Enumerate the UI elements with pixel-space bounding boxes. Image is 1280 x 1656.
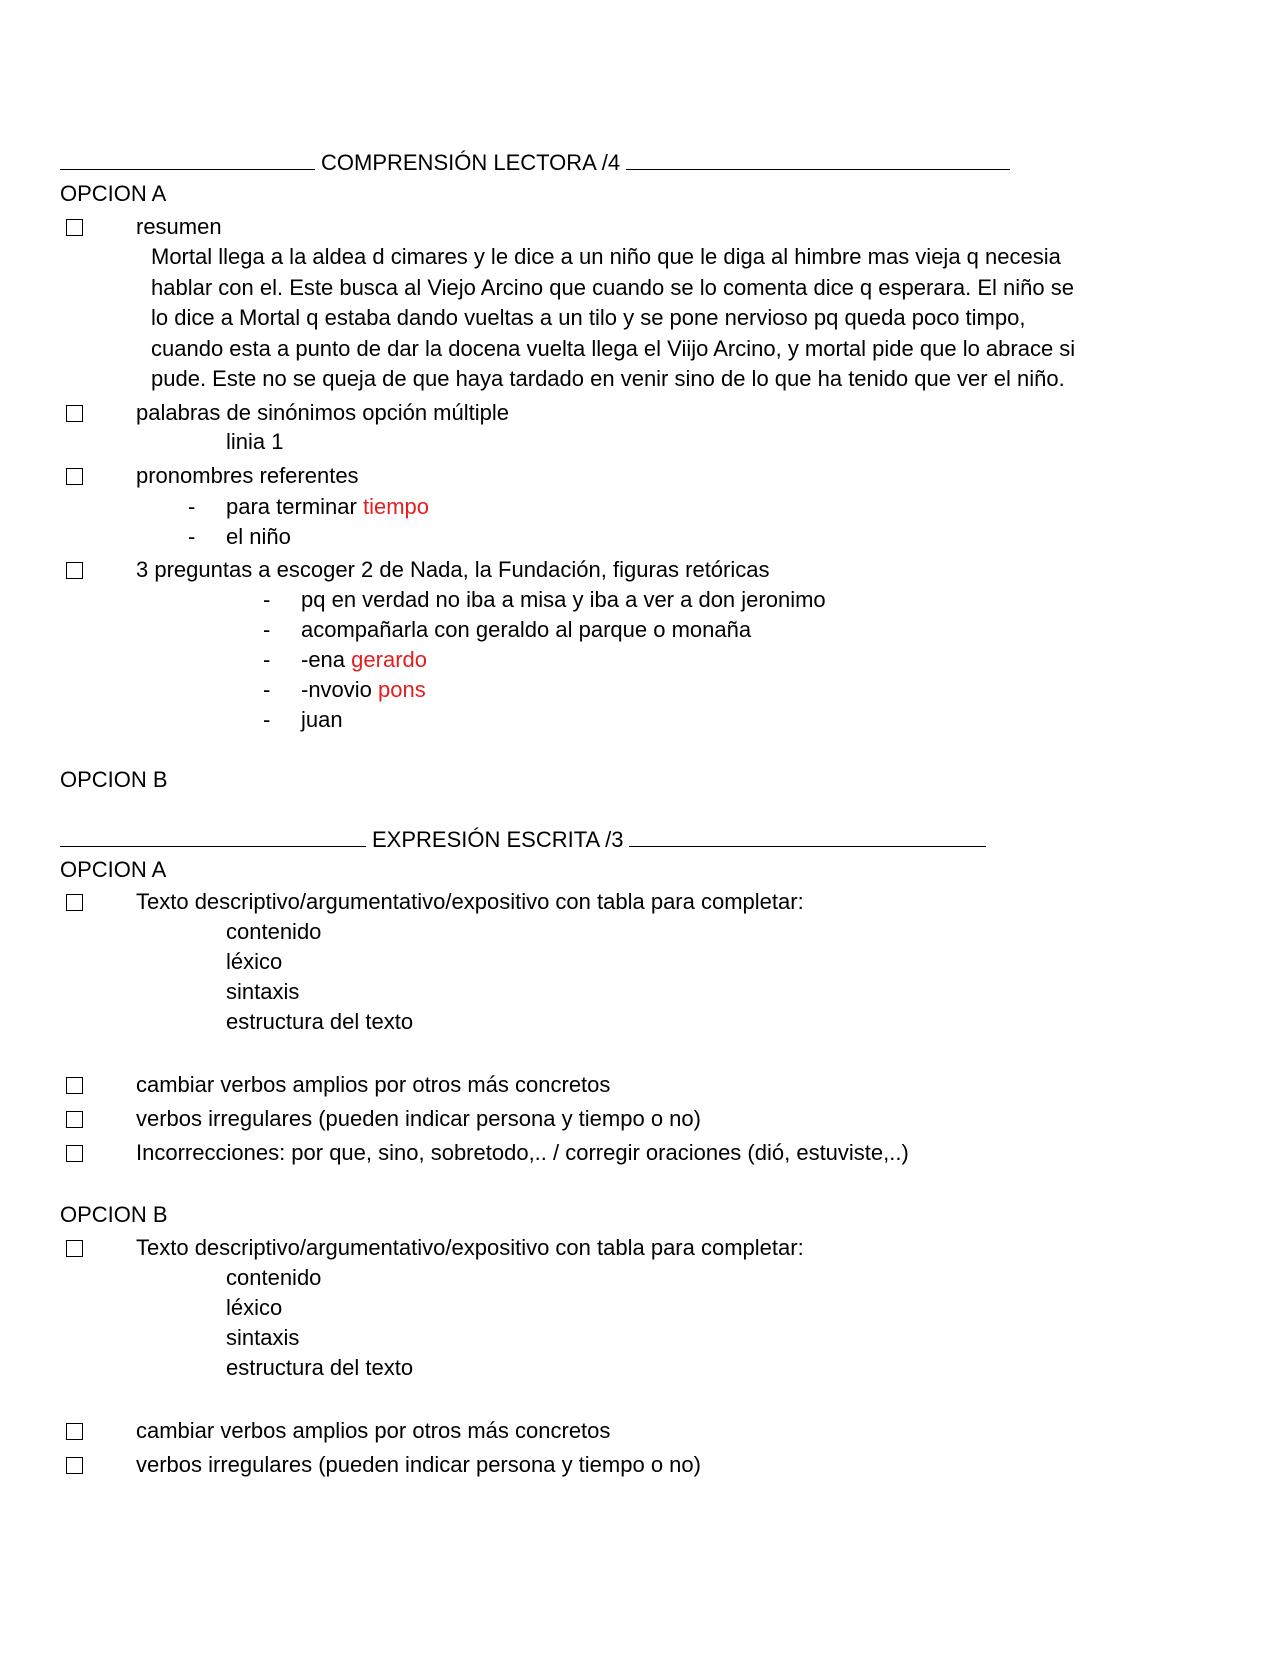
list-item-text: acompañarla con geraldo al parque o monaña [301, 617, 752, 642]
item-label: Incorrecciones: por que, sino, sobretodo,.. / corregir oraciones (dió, estuviste,..) [136, 1140, 909, 1165]
list-dash: - [263, 647, 271, 672]
heading-rule-left [60, 150, 315, 170]
item-label: 3 preguntas a escoger 2 de Nada, la Fundación, figuras retóricas [136, 557, 770, 582]
option-label: OPCION A [60, 857, 167, 882]
checkbox-verbos-amplios[interactable] [66, 1423, 83, 1440]
list-item [301, 647, 427, 673]
list-item [301, 707, 343, 733]
criterion: sintaxis [226, 979, 300, 1004]
item-label: resumen [136, 214, 222, 239]
criterion: contenido [226, 1265, 322, 1290]
heading-rule-right [629, 827, 986, 847]
list-dash: - [263, 587, 271, 612]
checkbox-sinonimos[interactable] [66, 405, 83, 422]
summary-line: pude. Este no se queja de que haya tardado en venir sino de lo que ha tenido que ver el niño. [151, 366, 1065, 391]
criterion: sintaxis [226, 1325, 300, 1350]
heading-rule-left [60, 827, 366, 847]
red-annotation: tiempo [362, 494, 430, 519]
checkbox-verbos-amplios[interactable] [66, 1077, 83, 1094]
summary-line: hablar con el. Este busca al Viejo Arcino que cuando se lo comenta dice q esperara. El niño se [151, 274, 1074, 300]
list-item-text: para terminar [226, 494, 357, 519]
option-label: OPCION A [60, 181, 167, 206]
list-item [301, 617, 751, 643]
section-heading-expresion [60, 827, 1080, 853]
list-item-text: pq en verdad no iba a misa y iba a ver a don jeronimo [301, 587, 826, 612]
criterion: léxico [226, 949, 283, 974]
list-dash: - [263, 617, 271, 642]
criterion: estructura del texto [226, 1009, 414, 1034]
list-item-text: -nvovio [301, 677, 372, 702]
list-item [226, 494, 429, 520]
list-item-text: el niño [226, 524, 291, 549]
criterion: contenido [226, 919, 322, 944]
checkbox-texto[interactable] [66, 894, 83, 911]
list-dash: - [263, 677, 271, 702]
sub-note: linia 1 [226, 429, 284, 454]
list-item [301, 587, 826, 613]
item-label: palabras de sinónimos opción múltiple [136, 400, 509, 425]
item-label: Texto descriptivo/argumentativo/expositivo con tabla para completar: [136, 889, 804, 914]
criterion: léxico [226, 1295, 283, 1320]
section-title: COMPRENSIÓN LECTORA /4 [321, 150, 621, 175]
section-title: EXPRESIÓN ESCRITA /3 [372, 827, 624, 852]
list-item [226, 524, 291, 550]
option-label: OPCION B [60, 1202, 168, 1227]
checkbox-pronombres[interactable] [66, 468, 83, 485]
item-label: Texto descriptivo/argumentativo/expositivo con tabla para completar: [136, 1235, 804, 1260]
list-dash: - [263, 707, 271, 732]
list-item [301, 677, 426, 703]
item-label: cambiar verbos amplios por otros más concretos [136, 1072, 611, 1097]
item-label: pronombres referentes [136, 463, 359, 488]
item-label: verbos irregulares (pueden indicar persona y tiempo o no) [136, 1452, 701, 1477]
list-dash: - [188, 524, 196, 549]
heading-rule-right [626, 150, 1010, 170]
criterion: estructura del texto [226, 1355, 414, 1380]
checkbox-preguntas[interactable] [66, 562, 83, 579]
summary-paragraph [151, 242, 1131, 395]
checkbox-incorrecciones[interactable] [66, 1145, 83, 1162]
option-label: OPCION B [60, 767, 168, 792]
summary-line: cuando esta a punto de dar la docena vuelta llega el Viijo Arcino, y mortal pide que lo abrace si [151, 335, 1076, 361]
checkbox-resumen[interactable] [66, 219, 83, 236]
checkbox-verbos-irregulares[interactable] [66, 1111, 83, 1128]
item-label: verbos irregulares (pueden indicar persona y tiempo o no) [136, 1106, 701, 1131]
list-item-text: -ena [301, 647, 352, 672]
list-item-text: juan [301, 707, 343, 732]
summary-line: lo dice a Mortal q estaba dando vueltas a un tilo y se pone nervioso pq queda poco timpo, [151, 305, 1026, 330]
red-annotation: pons [378, 677, 426, 702]
item-label: cambiar verbos amplios por otros más concretos [136, 1418, 611, 1443]
section-heading-comprension [60, 150, 1080, 176]
checkbox-verbos-irregulares[interactable] [66, 1457, 83, 1474]
red-annotation: gerardo [351, 647, 427, 672]
summary-line: Mortal llega a la aldea d cimares y le dice a un niño que le diga al himbre mas vieja q necesia [151, 244, 1061, 269]
list-dash: - [188, 494, 196, 519]
checkbox-texto[interactable] [66, 1240, 83, 1257]
